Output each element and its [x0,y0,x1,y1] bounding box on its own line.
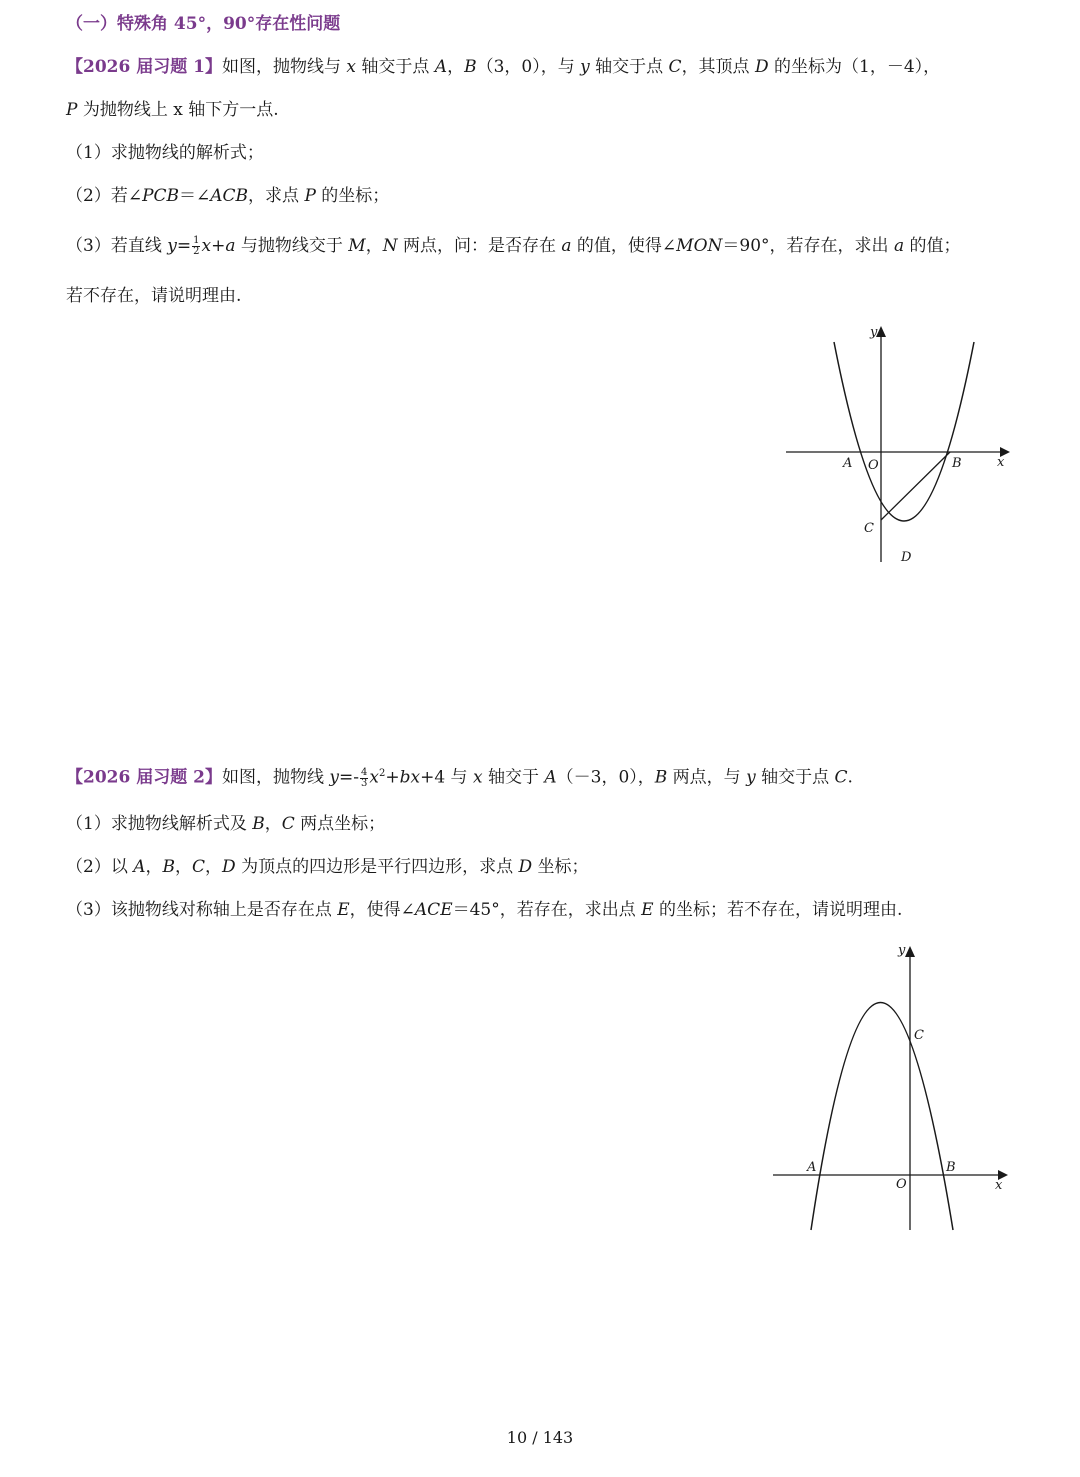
text: 轴交于点 [589,57,669,77]
text: ， [264,814,282,834]
var-acb: ACB [210,186,249,206]
text: ，使得∠ [349,900,415,920]
text: 为抛物线上 x 轴下方一点. [77,100,279,120]
var-pcb: PCB [142,186,180,206]
var-a: a [561,236,572,256]
var-c: C [281,814,295,834]
text: 两点坐标； [294,814,386,834]
problem2-tag: 【2026 届习题 2】 [66,767,222,788]
text: ， [447,57,465,77]
exponent: 2 [378,768,386,779]
text: 的值； [904,236,961,256]
text: +4 与 [420,767,473,788]
text: （1）求抛物线解析式及 [66,814,253,834]
text: = [176,236,192,256]
text: 轴交于 [482,767,545,788]
problem2-q3 [66,898,902,922]
text: . [847,767,853,788]
text: 与抛物线交于 [235,236,349,256]
fraction [360,768,368,789]
label-d: D [901,550,912,565]
var-a: a [893,236,905,256]
parabola [834,342,974,521]
page-number: 10 / 143 [506,1428,574,1447]
var-n: N [382,236,398,256]
y-axis-arrow [876,326,886,337]
label-c: C [914,1028,924,1043]
var-ace: ACE [414,900,453,920]
fraction [192,236,200,257]
problem2-q2 [66,855,589,879]
var-p: P [66,100,78,120]
label-o: O [868,458,879,473]
text: （3）该抛物线对称轴上是否存在点 [66,900,338,920]
y-axis-arrow [905,946,915,957]
problem2-line1 [66,762,853,790]
var-a: A [434,57,448,77]
text: ，求点 [248,186,305,206]
text: + [385,767,400,788]
text: 的坐标；若不存在，请说明理由. [653,900,903,920]
problem1-line2 [66,98,279,122]
problem2-figure [760,935,1020,1240]
problem2-q1 [66,812,385,836]
problem1-q3 [66,234,960,258]
label-b: B [946,1160,956,1175]
text: 两点，问：是否存在 [397,236,562,256]
var-c: C [834,767,848,788]
problem1-q1: （1）求抛物线的解析式； [66,143,264,163]
var-d: D [222,857,236,877]
problem1-tag: 【2026 届习题 1】 [66,57,222,77]
var-c: C [668,57,682,77]
section-heading: （一）特殊角 45°，90°存在性问题 [66,14,341,34]
text: 如图，抛物线 [221,767,330,788]
var-e: E [641,900,654,920]
var-x: x [201,236,212,256]
var-d: D [518,857,533,877]
text: ， [205,857,223,877]
text: （－3，0）， [556,767,655,788]
var-x: x [346,57,356,77]
var-y: y [746,767,756,788]
var-c: C [192,857,206,877]
fraction-denominator: 3 [361,777,368,789]
text: 的值，使得∠ [571,236,677,256]
var-e: E [337,900,350,920]
text: （2）以 [66,857,134,877]
var-a: A [133,857,146,877]
text: 如图，抛物线与 [221,57,347,77]
problem1-line1 [66,55,940,79]
text: ＝45°，若存在，求出点 [452,900,642,920]
label-x: x [995,1178,1003,1193]
text: 为顶点的四边形是平行四边形，求点 [235,857,519,877]
var-a: A [544,767,557,788]
var-y: y [580,57,590,77]
var-b: B [654,767,668,788]
var-y: y [167,236,177,256]
label-x: x [997,455,1005,470]
parabola [811,1003,953,1231]
var-a: a [225,236,236,256]
var-b: B [252,814,265,834]
text: ， [365,236,383,256]
var-b: B [464,57,477,77]
var-b: B [162,857,176,877]
var-x: x [369,767,379,788]
problem1-figure [770,320,1020,580]
text: 轴交于点 [755,767,835,788]
segment-cb [881,452,950,520]
text: 坐标； [532,857,589,877]
text: ，其顶点 [681,57,755,77]
text: 的坐标为（1，－4）， [768,57,941,77]
var-bx: bx [399,767,421,788]
text: ， [175,857,193,877]
text: + [211,236,226,256]
label-o: O [896,1177,907,1192]
text: 轴交于点 [355,57,435,77]
label-a: A [807,1160,817,1175]
label-a: A [843,456,853,471]
var-x: x [472,767,483,788]
label-c: C [864,521,874,536]
text: ， [145,857,163,877]
text: =- [339,767,359,788]
var-mon: MON [676,236,723,256]
var-d: D [754,57,769,77]
problem1-q3-line2: 若不存在，请说明理由. [66,286,242,306]
text: ＝90°，若存在，求出 [722,236,894,256]
var-m: M [348,236,366,256]
label-b: B [952,456,962,471]
text: （3）若直线 [66,236,168,256]
text: 的坐标； [315,186,390,206]
fraction-denominator: 2 [193,246,200,257]
fraction-numerator: 4 [361,766,368,778]
text: （2）若∠ [66,186,143,206]
label-y: y [870,325,878,340]
var-p: P [304,186,316,206]
text: ＝∠ [179,186,211,206]
fraction-numerator: 1 [193,235,200,246]
text: （3，0），与 [476,57,581,77]
var-y: y [329,767,339,788]
text: 两点，与 [667,767,747,788]
problem1-q2 [66,184,389,208]
label-y: y [898,943,906,958]
